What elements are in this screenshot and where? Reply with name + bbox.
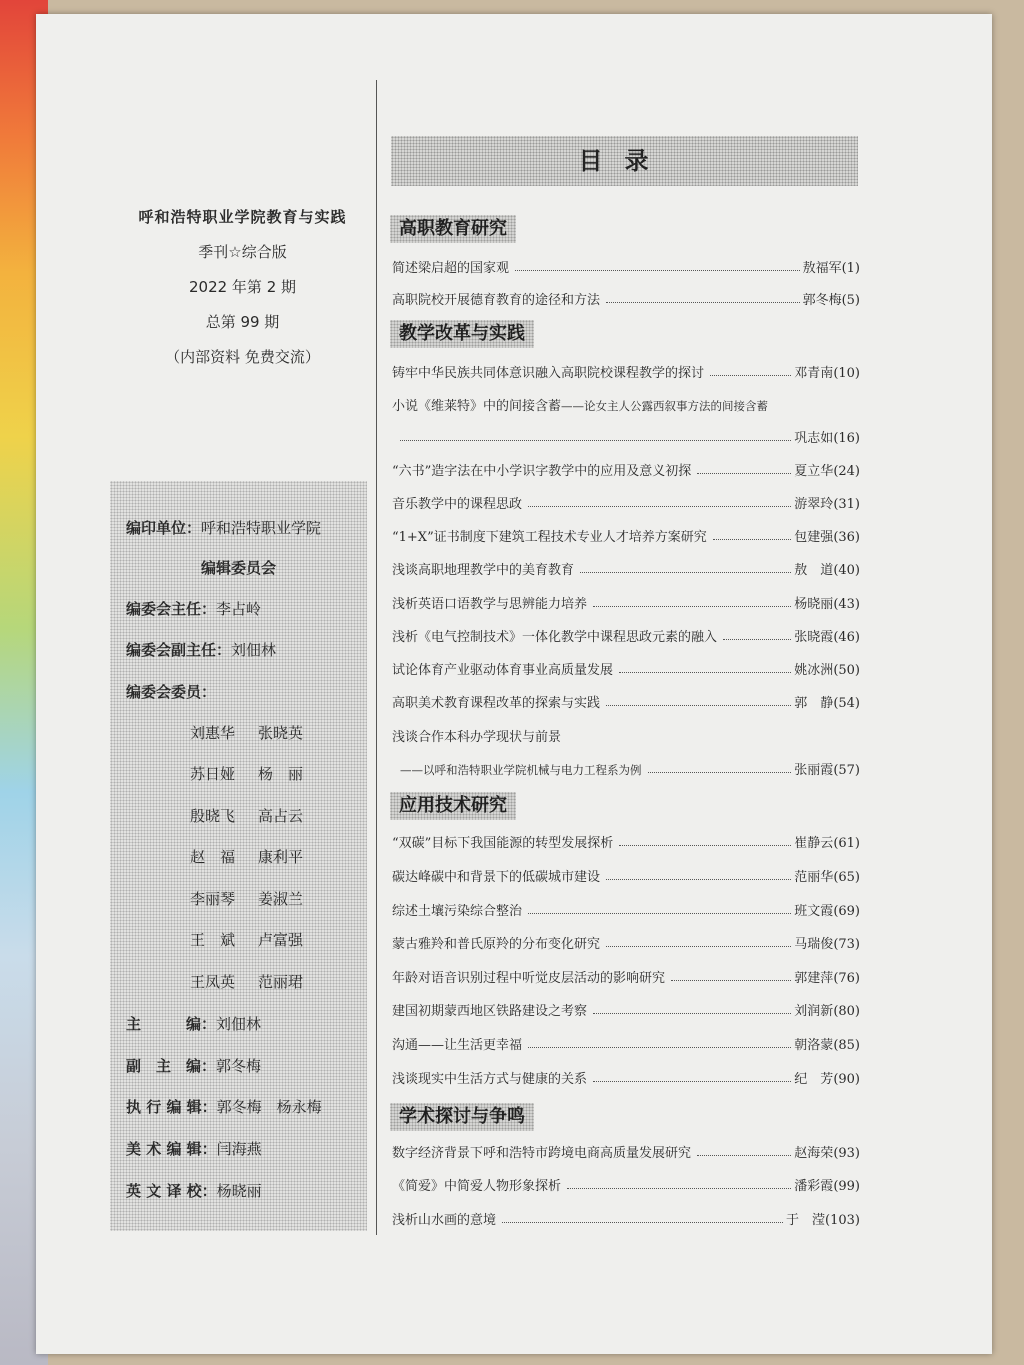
leader-dots xyxy=(606,946,791,947)
journal-issue: 2022 年第 2 期 xyxy=(188,278,297,296)
publisher-name: 呼和浩特职业学院 xyxy=(201,519,322,537)
toc-entry[interactable] xyxy=(392,592,860,612)
member-row xyxy=(190,722,326,743)
entry-author: 邓青南 xyxy=(794,366,834,381)
member-row xyxy=(190,846,326,867)
english-proofreader-name: 杨晓丽 xyxy=(216,1182,262,1200)
entry-author: 赵海荣 xyxy=(794,1146,834,1161)
entry-page: (103) xyxy=(825,1213,860,1228)
member-row xyxy=(190,929,326,950)
section-heading: 学术探讨与争鸣 xyxy=(390,1103,534,1131)
director-label: 编委会主任： xyxy=(126,600,217,618)
entry-page: (24) xyxy=(833,464,860,479)
member-name: 范丽珺 xyxy=(258,973,304,991)
entry-title: 蒙古雅羚和普氏原羚的分布变化研究 xyxy=(392,937,601,952)
leader-dots xyxy=(528,1047,791,1048)
editor-line xyxy=(126,1013,261,1034)
toc-entry[interactable] xyxy=(392,525,860,545)
section-heading: 高职教育研究 xyxy=(390,215,516,243)
member-name: 殷晓飞 xyxy=(190,807,236,825)
entry-author: 敖 道 xyxy=(794,563,834,578)
entry-page: (90) xyxy=(833,1072,860,1087)
entry-title: 《简爱》中简爱人物形象探析 xyxy=(392,1179,562,1194)
entry-page: (61) xyxy=(833,836,860,851)
toc-entry[interactable] xyxy=(392,1174,860,1194)
entry-page: (85) xyxy=(833,1038,860,1053)
entry-author: 崔静云 xyxy=(794,836,834,851)
entry-title: 建国初期蒙西地区铁路建设之考察 xyxy=(392,1004,588,1019)
leader-dots xyxy=(502,1222,783,1223)
member-name: 杨 丽 xyxy=(258,765,304,783)
leader-dots xyxy=(606,302,800,303)
deputy-editor-label: 副 主 编： xyxy=(126,1057,217,1075)
toc-entry-title-line[interactable] xyxy=(392,725,860,745)
member-name: 王 斌 xyxy=(190,931,236,949)
toc-entry-continuation[interactable] xyxy=(392,758,860,778)
publisher-line xyxy=(126,517,321,538)
leader-dots xyxy=(671,980,791,981)
toc-entry[interactable] xyxy=(392,865,860,885)
entry-title: 浅析山水画的意境 xyxy=(392,1213,497,1228)
leader-dots xyxy=(593,1081,791,1082)
leader-dots xyxy=(606,705,791,706)
leader-dots xyxy=(528,506,791,507)
member-name: 卢富强 xyxy=(258,931,304,949)
entry-page: (80) xyxy=(833,1004,860,1019)
entry-author: 张丽霞 xyxy=(794,763,834,778)
entry-page: (43) xyxy=(833,597,860,612)
member-name: 赵 福 xyxy=(190,848,236,866)
entry-page: (73) xyxy=(833,937,860,952)
entry-page: (36) xyxy=(833,530,860,545)
entry-title: 浅谈高职地理教学中的美育教育 xyxy=(392,563,575,578)
journal-info xyxy=(110,206,375,381)
toc-entry[interactable] xyxy=(392,492,860,512)
toc-entry[interactable] xyxy=(392,625,860,645)
journal-total-issue: 总第 99 期 xyxy=(205,313,280,331)
entry-title: 浅谈合作本科办学现状与前景 xyxy=(392,730,562,745)
toc-entry-title-line[interactable] xyxy=(392,394,860,414)
toc-entry[interactable] xyxy=(392,658,860,678)
entry-title: 数字经济背景下呼和浩特市跨境电商高质量发展研究 xyxy=(392,1146,692,1161)
journal-edition: 季刊☆综合版 xyxy=(198,243,287,261)
entry-page: (50) xyxy=(833,663,860,678)
art-editor-name: 闫海燕 xyxy=(216,1140,262,1158)
exec-editor-line xyxy=(126,1096,322,1117)
entry-page: (1) xyxy=(841,261,860,276)
entry-title: “双碳”目标下我国能源的转型发展探析 xyxy=(392,836,614,851)
entry-title: 简述梁启超的国家观 xyxy=(392,261,510,276)
toc-entry[interactable] xyxy=(392,999,860,1019)
entry-title: 试论体育产业驱动体育事业高质量发展 xyxy=(392,663,614,678)
member-row xyxy=(190,888,326,909)
vice-director-name: 刘佃林 xyxy=(231,641,277,659)
leader-dots xyxy=(400,440,791,441)
toc-entry[interactable] xyxy=(392,256,860,276)
entry-author: 郭冬梅 xyxy=(802,293,842,308)
entry-title: 浅析英语口语教学与思辨能力培养 xyxy=(392,597,588,612)
entry-page: (46) xyxy=(833,630,860,645)
entry-page: (57) xyxy=(833,763,860,778)
entry-title: 高职院校开展德育教育的途径和方法 xyxy=(392,293,601,308)
committee-heading: 编辑委员会 xyxy=(200,559,276,577)
toc-entry[interactable] xyxy=(392,966,860,986)
entry-author: 姚冰洲 xyxy=(794,663,834,678)
entry-page: (93) xyxy=(833,1146,860,1161)
section-heading: 教学改革与实践 xyxy=(390,320,534,348)
leader-dots xyxy=(567,1188,791,1189)
entry-author: 敖福军 xyxy=(802,261,842,276)
publisher-label: 编印单位： xyxy=(126,519,202,537)
toc-entry-continuation[interactable] xyxy=(392,426,860,446)
director-line xyxy=(126,598,261,619)
entry-title: 年龄对语音识别过程中听觉皮层活动的影响研究 xyxy=(392,971,666,986)
deputy-editor-line xyxy=(126,1055,261,1076)
member-name: 苏日娅 xyxy=(190,765,236,783)
member-row xyxy=(190,763,326,784)
entry-page: (99) xyxy=(833,1179,860,1194)
entry-author: 朝洛蒙 xyxy=(794,1038,834,1053)
director-name: 李占岭 xyxy=(216,600,262,618)
art-editor-label: 美 术 编 辑： xyxy=(126,1140,217,1158)
toc-entry[interactable] xyxy=(392,459,860,479)
entry-title: 碳达峰碳中和背景下的低碳城市建设 xyxy=(392,870,601,885)
exec-editor-label: 执 行 编 辑： xyxy=(126,1098,217,1116)
toc-entry[interactable] xyxy=(392,831,860,851)
leader-dots xyxy=(619,672,791,673)
leader-dots xyxy=(710,375,791,376)
english-proofreader-label: 英 文 译 校： xyxy=(126,1182,217,1200)
entry-page: (65) xyxy=(833,870,860,885)
entry-author: 潘彩霞 xyxy=(794,1179,834,1194)
journal-title: 呼和浩特职业学院教育与实践 xyxy=(138,208,347,226)
member-name: 李丽琴 xyxy=(190,890,236,908)
toc-entry[interactable] xyxy=(392,1141,860,1161)
members-label-line xyxy=(126,681,216,702)
editorial-staff-box xyxy=(110,481,367,1231)
entry-author: 刘润新 xyxy=(794,1004,834,1019)
leader-dots xyxy=(619,845,791,846)
leader-dots xyxy=(723,639,791,640)
toc-entry[interactable] xyxy=(392,1067,860,1087)
member-name: 高占云 xyxy=(258,807,304,825)
member-row xyxy=(190,805,326,826)
entry-author: 夏立华 xyxy=(794,464,834,479)
journal-note: （内部资料 免费交流） xyxy=(165,348,320,366)
toc-entry[interactable] xyxy=(392,361,860,381)
column-divider xyxy=(376,80,377,1235)
member-name: 姜淑兰 xyxy=(258,890,304,908)
leader-dots xyxy=(593,606,791,607)
toc-entry[interactable] xyxy=(392,932,860,952)
toc-entry[interactable] xyxy=(392,558,860,578)
entry-title: “六书”造字法在中小学识字教学中的应用及意义初探 xyxy=(392,464,692,479)
leader-dots xyxy=(515,270,800,271)
member-name: 刘惠华 xyxy=(190,724,236,742)
leader-dots xyxy=(580,572,791,573)
entry-author: 郭 静 xyxy=(794,696,834,711)
member-name: 张晓英 xyxy=(258,724,304,742)
members-label: 编委会委员： xyxy=(126,683,217,701)
leader-dots xyxy=(713,539,792,540)
entry-author: 纪 芳 xyxy=(794,1072,834,1087)
leader-dots xyxy=(697,473,791,474)
entry-title: 浅析《电气控制技术》一体化教学中课程思政元素的融入 xyxy=(392,630,718,645)
member-name: 康利平 xyxy=(258,848,304,866)
entry-author: 于 滢 xyxy=(786,1213,826,1228)
entry-author: 班文霞 xyxy=(794,904,834,919)
toc-entry[interactable] xyxy=(392,1208,860,1228)
art-editor-line xyxy=(126,1138,262,1159)
entry-title: 铸牢中华民族共同体意识融入高职院校课程教学的探讨 xyxy=(392,366,705,381)
leader-dots xyxy=(648,772,792,773)
entry-author: 游翠玲 xyxy=(794,497,834,512)
leader-dots xyxy=(528,913,791,914)
editor-label: 主 编： xyxy=(126,1015,217,1033)
entry-page: (31) xyxy=(833,497,860,512)
member-name: 王凤英 xyxy=(190,973,236,991)
leader-dots xyxy=(697,1155,791,1156)
entry-title: 沟通——让生活更幸福 xyxy=(392,1038,523,1053)
section-heading: 应用技术研究 xyxy=(390,792,516,820)
leader-dots xyxy=(606,879,791,880)
entry-author: 杨晓丽 xyxy=(794,597,834,612)
english-proofreader-line xyxy=(126,1180,262,1201)
entry-title: 浅谈现实中生活方式与健康的关系 xyxy=(392,1072,588,1087)
entry-subtitle: ——以呼和浩特职业学院机械与电力工程系为例 xyxy=(400,763,642,777)
vice-director-line xyxy=(126,639,276,660)
entry-page: (5) xyxy=(841,293,860,308)
deputy-editor-name: 郭冬梅 xyxy=(216,1057,262,1075)
exec-editor-names: 郭冬梅 杨永梅 xyxy=(216,1098,322,1116)
entry-page: (40) xyxy=(833,563,860,578)
entry-subtitle: ——论女主人公露西叙事方法的间接含蓄 xyxy=(561,399,769,413)
entry-title: 音乐教学中的课程思政 xyxy=(392,497,523,512)
entry-title: 综述土壤污染综合整治 xyxy=(392,904,523,919)
entry-page: (10) xyxy=(833,366,860,381)
leader-dots xyxy=(593,1013,791,1014)
toc-entry[interactable] xyxy=(392,691,860,711)
vice-director-label: 编委会副主任： xyxy=(126,641,232,659)
entry-author: 张晓霞 xyxy=(794,630,834,645)
entry-title: 小说《维莱特》中的间接含蓄 xyxy=(392,399,562,414)
entry-title: “1+X”证书制度下建筑工程技术专业人才培养方案研究 xyxy=(392,530,707,545)
entry-author: 包建强 xyxy=(794,530,834,545)
toc-title: 目录 xyxy=(391,136,858,186)
toc-entry[interactable] xyxy=(392,288,860,308)
entry-title: 高职美术教育课程改革的探索与实践 xyxy=(392,696,601,711)
entry-author: 马瑞俊 xyxy=(794,937,834,952)
toc-entry[interactable] xyxy=(392,1033,860,1053)
editor-name: 刘佃林 xyxy=(216,1015,262,1033)
entry-page: (69) xyxy=(833,904,860,919)
toc-entry[interactable] xyxy=(392,899,860,919)
member-row xyxy=(190,971,326,992)
entry-page: (54) xyxy=(833,696,860,711)
entry-page: (16) xyxy=(833,431,860,446)
entry-author: 郭建萍 xyxy=(794,971,834,986)
entry-page: (76) xyxy=(833,971,860,986)
entry-author: 巩志如 xyxy=(794,431,834,446)
entry-author: 范丽华 xyxy=(794,870,834,885)
